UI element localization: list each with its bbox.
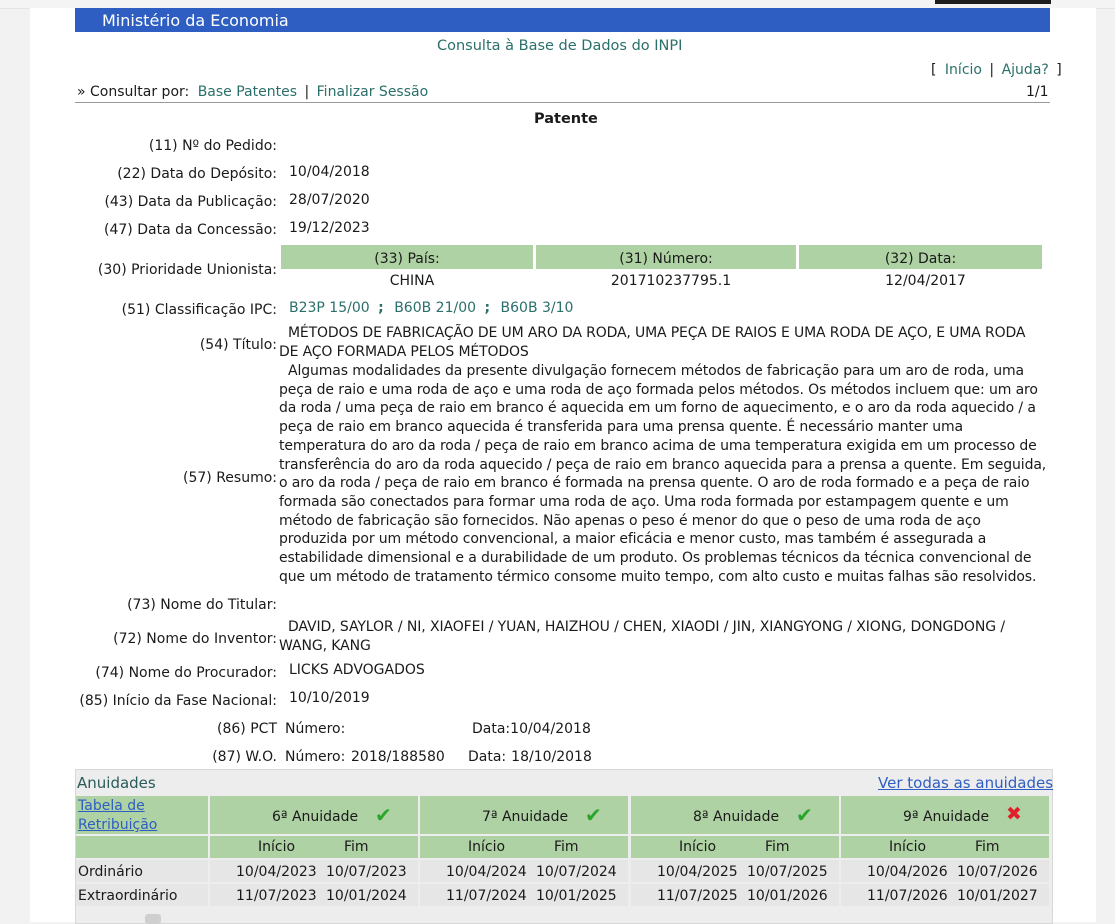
check-icon: ✔ [375,803,392,827]
label-pct: (86) PCT [217,721,277,737]
ipc-separator: ; [484,300,491,316]
annuity-subheader-cell [420,836,628,858]
value-fase-nacional: 10/10/2019 [289,690,370,706]
annuity-subheader-cell [841,836,1049,858]
extraordinario-inicio: 11/07/2023 [236,888,317,904]
col-fim-header: Fim [765,839,790,855]
ajuda-link[interactable]: Ajuda? [1001,62,1049,78]
col-inicio-header: Início [258,839,296,855]
value-publicacao: 28/07/2020 [289,192,370,208]
value-inventor: DAVID, SAYLOR / NI, XIAOFEI / YUAN, HAIZHOU / CHEN, XIAODI / JIN, XIANGYONG / XIONG, DONGDONG / WANG, KANG [279,619,1005,654]
ipc-code-link[interactable]: B23P 15/00 [289,300,370,316]
user-icon [145,914,161,924]
top-links: [ Início | Ajuda? ] [931,62,1062,78]
priority-value-data: 12/04/2017 [885,273,966,289]
col-inicio-header: Início [679,839,717,855]
col-fim-header: Fim [344,839,369,855]
ordinario-inicio: 10/04/2023 [236,864,317,880]
annuity-subheader-cell [210,836,418,858]
label-concessao: (47) Data da Concessão: [104,222,277,238]
extraordinario-fim: 10/01/2024 [326,888,407,904]
label-inventor: (72) Nome do Inventor: [113,631,277,647]
label-wo: (87) W.O. [212,749,277,765]
page-title: Consulta à Base de Dados do INPI [437,38,683,54]
tabela-retribuicao-link[interactable]: Tabela de Retribuição [78,798,158,833]
section-title: Patente [534,111,598,127]
ipc-separator: ; [378,300,384,316]
value-procurador: LICKS ADVOGADOS [289,662,425,678]
consult-prefix: » Consultar por: [77,84,190,100]
ordinario-fim: 10/07/2026 [957,864,1038,880]
value-concessao: 19/12/2023 [289,220,370,236]
annuity-name: 7ª Anuidade [482,809,569,825]
value-resumo: Algumas modalidades da presente divulgação fornecem métodos de fabricação para um aro de roda, uma peça de raio e uma roda de aço e uma roda de aço formada pelos métodos. Os métodos incluem que: um aro da roda / uma peça de raio em branco é aquecida em um forno de aquecimento, e o aro da roda aquecido / a peça de raio em branco aquecida é transferida para uma prensa quente. É necessário manter uma temperatura do aro da roda / peça de raio em branco acima de uma temperatura exigida em um processo de transferência do aro da roda aquecido / peça de raio em branco aquecida para a prensa a quente. Em seguida, o aro da roda / peça de raio em branco é formada na prensa quente. O aro de roda formado e a peça de raio formada são conectados para formar uma roda de aço. Uma roda formada por estampagem quente e um método de fabricação são fornecidos. Não apenas o peso é menor do que o peso de uma roda de aço produzida por um método convencional, a maior eficácia e menor custo, mas também é assegurada a estabilidade dimensional e a durabilidade de um produto. Os problemas técnicos da técnica convencional de que um método de tratamento térmico consome muito tempo, com alto custo e muitas falhas são resolvidos. [279,363,1047,585]
finalizar-sessao-link[interactable]: Finalizar Sessão [316,84,429,100]
wo-numero-label: Número: [285,749,346,765]
ordinario-fim: 10/07/2024 [536,864,617,880]
priority-header-numero: (31) Número: [536,245,796,269]
annuity-subheader-cell [631,836,839,858]
extraordinario-fim: 10/01/2027 [957,888,1038,904]
extraordinario-fim: 10/01/2025 [536,888,617,904]
check-icon: ✔ [585,803,602,827]
priority-header-pais: (33) País: [281,245,533,269]
ministry-title: Ministério da Economia [102,11,289,30]
annuities-title: Anuidades [77,774,156,792]
consult-row: » Consultar por: Base Patentes | Finalizar Sessão [77,84,429,100]
ver-todas-link[interactable]: Ver todas as anuidades [878,774,1054,792]
label-publicacao: (43) Data da Publicação: [104,194,277,210]
annuity-name: 9ª Anuidade [903,809,990,825]
annuity-name: 8ª Anuidade [693,809,780,825]
extraordinario-inicio: 11/07/2026 [867,888,948,904]
ordinario-inicio: 10/04/2026 [867,864,948,880]
ordinario-inicio: 10/04/2025 [657,864,738,880]
pct-numero-label: Número: [285,721,346,737]
divider [75,102,1050,103]
col-inicio-header: Início [468,839,506,855]
value-deposito: 10/04/2018 [289,164,370,180]
label-titulo: (54) Título: [199,337,277,353]
base-patentes-link[interactable]: Base Patentes [197,84,298,100]
label-resumo: (57) Resumo: [183,470,277,486]
priority-value-numero: 201710237795.1 [610,273,732,289]
ipc-code-link[interactable]: B60B 21/00 [394,300,477,316]
ipc-code-link[interactable]: B60B 3/10 [500,300,574,316]
inicio-link[interactable]: Início [944,62,982,78]
col-inicio-header: Início [889,839,927,855]
extraordinario-inicio: 11/07/2024 [446,888,527,904]
row-label-extraordinario: Extraordinário [78,888,178,904]
cross-icon: ✖ [1006,803,1022,825]
pct-data: Data:10/04/2018 [472,721,591,737]
col-fim-header: Fim [554,839,579,855]
browser-top-dark-bar [935,0,1051,4]
label-procurador: (74) Nome do Procurador: [95,665,277,681]
ipc-codes [289,300,573,316]
value-titulo: MÉTODOS DE FABRICAÇÃO DE UM ARO DA RODA, UMA PEÇA DE RAIOS E UMA RODA DE AÇO, E UMA RODA DE AÇO FORMADA PELOS MÉTODOS [279,325,1026,360]
annuity-name: 6ª Anuidade [272,809,359,825]
ordinario-fim: 10/07/2023 [326,864,407,880]
col-fim-header: Fim [975,839,1000,855]
extraordinario-fim: 10/01/2026 [747,888,828,904]
ordinario-fim: 10/07/2025 [747,864,828,880]
gov-header-bar [75,8,1050,32]
wo-numero-value: 2018/188580 [351,749,445,765]
corner-cell [76,836,208,858]
label-prioridade: (30) Prioridade Unionista: [97,262,277,278]
label-ipc: (51) Classificação IPC: [121,302,277,318]
check-icon: ✔ [796,803,813,827]
label-titular: (73) Nome do Titular: [127,597,277,613]
priority-header-data: (32) Data: [799,245,1042,269]
extraordinario-inicio: 11/07/2025 [657,888,738,904]
page-count: 1/1 [1026,84,1049,100]
label-fase-nacional: (85) Início da Fase Nacional: [79,693,277,709]
ordinario-inicio: 10/04/2024 [446,864,527,880]
label-deposito: (22) Data do Depósito: [117,166,277,182]
label-pedido: (11) Nº do Pedido: [148,138,277,154]
row-label-ordinario: Ordinário [78,864,143,880]
priority-value-pais: CHINA [389,273,435,289]
wo-data: Data: 18/10/2018 [468,749,592,765]
